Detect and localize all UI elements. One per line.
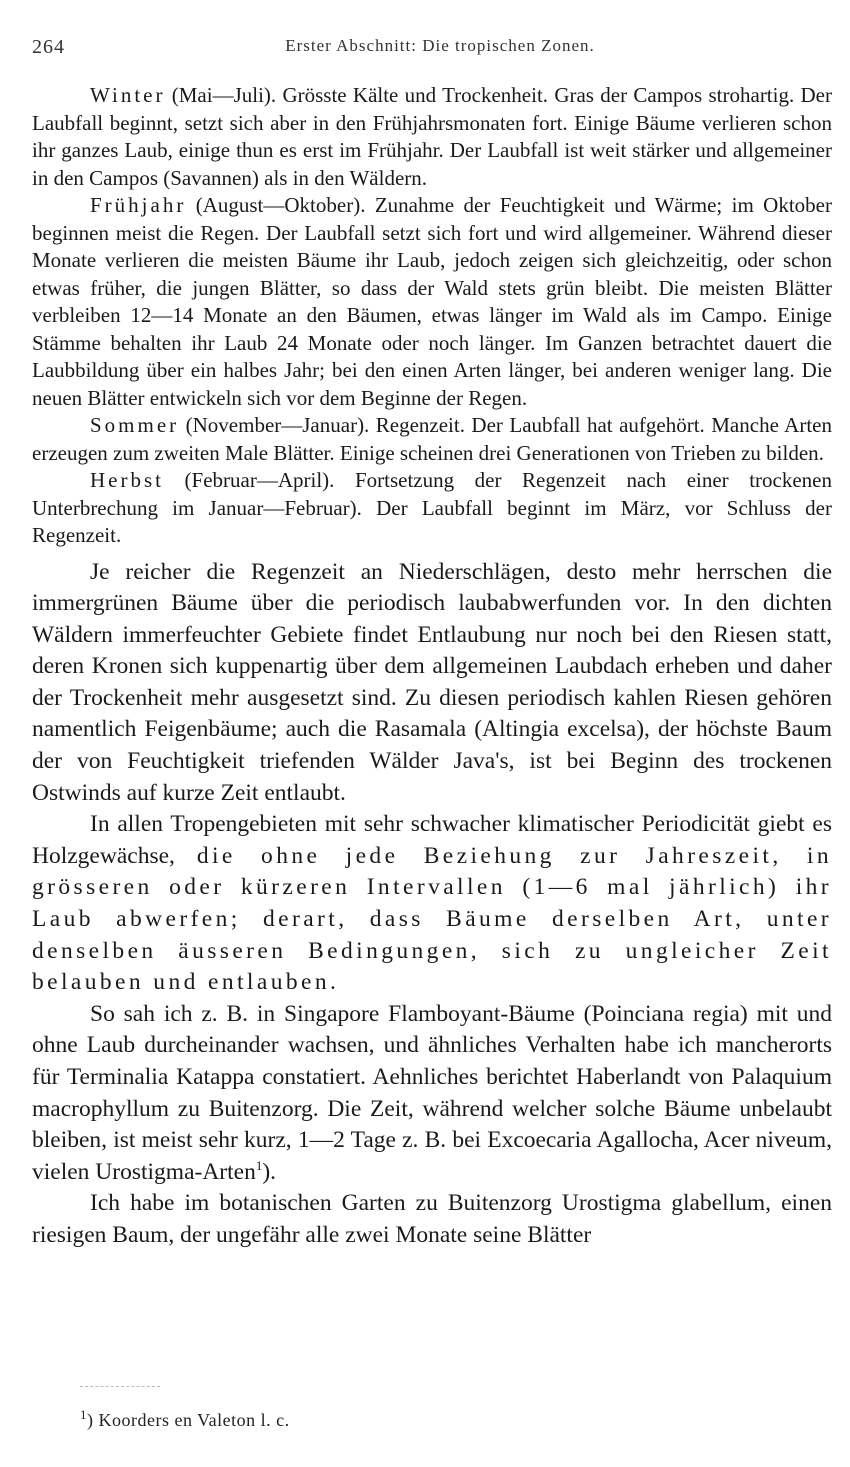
- page-number: 264: [32, 36, 65, 58]
- season-text: (August—Oktober). Zunahme der Feuchtigkeit und Wärme; im Oktober beginnen meist die Regen. Der Laubfall setzt sich fort und wird allgemeiner. Während dieser Monate verlieren die meisten Bäume ihr Laub, jedoch zeigen sich gleichzeitig, oder schon etwas früher, die jungen Blätter, so dass der Wald stets grün bleibt. Die meisten Blätter verbleiben 12—14 Monate an den Bäumen, etwas länger im Wald als im Campo. Einige Stämme behalten ihr Laub 24 Monate oder noch länger. Im Ganzen betrachtet dauert die Laubbildung über ein halbes Jahr; bei den einen Arten länger, bei anderen weniger lang. Die neuen Blätter entwickeln sich vor dem Beginne der Regen.: [32, 193, 832, 410]
- page-body: [32, 82, 832, 1252]
- footnote-text: ) Koorders en Valeton l. c.: [87, 1410, 290, 1430]
- paragraph-3-end: ).: [262, 1158, 277, 1185]
- footnote-divider: [80, 1386, 160, 1387]
- seasons-section: [32, 82, 832, 550]
- season-sommer: [32, 412, 832, 467]
- footnote: [80, 1407, 290, 1431]
- footnote-reference: 1: [255, 1157, 263, 1173]
- paragraph-2-lead: In allen Tropengebieten mit sehr schwacher klimatischer Periodicität giebt es Holzgewächse,: [32, 811, 832, 869]
- season-herbst: [32, 467, 832, 550]
- paragraph-2-emphasis: die ohne jede Beziehung zur Jahreszeit, in grösseren oder kürzeren Intervallen (1—6 mal jährlich) ihr Laub abwerfen; derart, dass Bäume derselben Art, unter denselben äusseren Bedingungen, sich zu ungleicher Zeit belauben und entlauben.: [32, 842, 832, 996]
- season-name: Sommer: [90, 413, 180, 437]
- footnote-mark: 1: [80, 1407, 87, 1422]
- paragraph-3-text: So sah ich z. B. in Singapore Flamboyant-Bäume (Poinciana regia) mit und ohne Laub durcheinander wachsen, und ähnliches Verhalten habe ich mancherorts für Terminalia Katappa constatiert. Aehnliches berichtet Haberlandt von Palaquium macrophyllum zu Buitenzorg. Die Zeit, während welcher solche Bäume unbelaubt bleiben, ist meist sehr kurz, 1—2 Tage z. B. bei Excoecaria Agallocha, Acer niveum, vielen Urostigma-Arten: [32, 1000, 832, 1185]
- season-name: Frühjahr: [90, 193, 187, 217]
- season-name: Winter: [90, 83, 166, 107]
- season-name: Herbst: [90, 468, 164, 492]
- season-text: (Mai—Juli). Grösste Kälte und Trockenheit. Gras der Campos strohartig. Der Laubfall beginnt, setzt sich aber in den Frühjahrsmonaten fort. Einige Bäume verlieren schon ihr ganzes Laub, einige thun es erst im Frühjahr. Der Laubfall ist weit stärker und allgemeiner in den Campos (Savannen) als in den Wäldern.: [32, 83, 832, 190]
- paragraph-1: Je reicher die Regenzeit an Niederschlägen, desto mehr herrschen die immergrünen Bäume über die periodisch laubabwerfunden vor. In den dichten Wäldern immerfeuchter Gebiete findet Entlaubung nur noch bei den Riesen statt, deren Kronen sich kuppenartig über dem allgemeinen Laubdach erheben und daher der Trockenheit mehr ausgesetzt sind. Zu diesen periodisch kahlen Riesen gehören namentlich Feigenbäume; auch die Rasamala (Altingia excelsa), der höchste Baum der von Feuchtigkeit triefenden Wälder Java's, ist bei Beginn des trockenen Ostwinds auf kurze Zeit entlaubt.: [32, 558, 832, 806]
- main-text: [32, 557, 832, 1252]
- season-fruehjahr: [32, 192, 832, 412]
- season-text: (Februar—April). Fortsetzung der Regenzeit nach einer trockenen Unterbrechung im Januar—Februar). Der Laubfall beginnt im März, vor Schluss der Regenzeit.: [32, 468, 832, 547]
- paragraph-4: Ich habe im botanischen Garten zu Buitenzorg Urostigma glabellum, einen riesigen Baum, der ungefähr alle zwei Monate seine Blätter: [32, 1190, 832, 1248]
- running-title: Erster Abschnitt: Die tropischen Zonen.: [285, 36, 595, 55]
- running-head: [32, 36, 818, 56]
- season-winter: [32, 82, 832, 192]
- paragraph-2: [32, 809, 832, 999]
- paragraph-3: [32, 999, 832, 1189]
- season-text: (November—Januar). Regenzeit. Der Laubfall hat aufgehört. Manche Arten erzeugen zum zweiten Male Blätter. Einige scheinen drei Generationen von Trieben zu bilden.: [32, 413, 832, 465]
